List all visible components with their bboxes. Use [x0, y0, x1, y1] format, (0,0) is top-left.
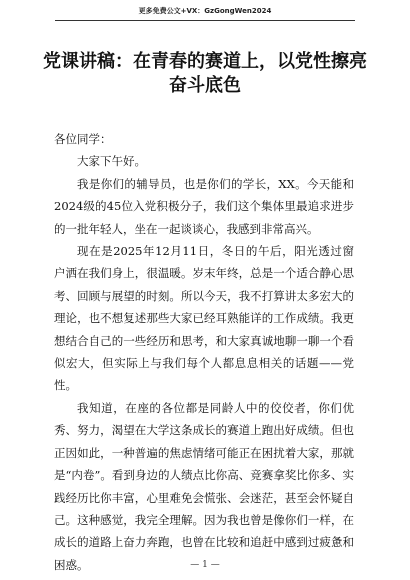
page-header: 更多免费公文+VX：GzGongWen2024	[138, 7, 272, 15]
paragraph-context: 现在是2025年12月11日，冬日的午后，阳光透过窗户洒在我们身上，很温暖。岁末年终，总是一个适合静心思考、回顾与展望的时刻。所以今天，我不打算讲太多宏大的理论，也不想复述那些大家已经耳熟能详的工作成绩。我更想结合自己的一些经历和思考，和大家真诚地聊一聊一个看似宏大，但实际上与我们每个人都息息相关的话题——党性。	[54, 244, 354, 393]
paragraph-greeting: 大家下午好。	[77, 154, 146, 169]
paragraph-involution: 我知道，在座的各位都是同龄人中的佼佼者，你们优秀、努力，渴望在大学这条成长的赛道上跑出好成绩。但也正因如此，一种普遍的焦虑情绪可能正在困扰着大家，那就是“内卷”。看到身边的人绩点比你高、竞赛拿奖比你多、实践经历比你丰富，心里难免会慌张、会迷茫，甚至会怀疑自己。这种感觉，我完全理解。因为我也曾是像你们一样，在成长的道路上奋力奔跑，也曾在比较和追赶中感到过疲惫和困惑。	[54, 400, 354, 572]
paragraph-introduction: 我是你们的辅导员，也是你们的学长，XX。今天能和2024级的45位入党积极分子，我们这个集体里最追求进步的一批年轻人，坐在一起谈谈心，我感到非常高兴。	[54, 176, 354, 236]
document-title: 党课讲稿：在青春的赛道上，以党性擦亮奋斗底色	[43, 51, 367, 96]
salutation: 各位同学：	[54, 132, 112, 146]
document-body	[54, 128, 354, 576]
header-divider	[55, 20, 355, 21]
page-number: — 1 —	[190, 560, 220, 570]
